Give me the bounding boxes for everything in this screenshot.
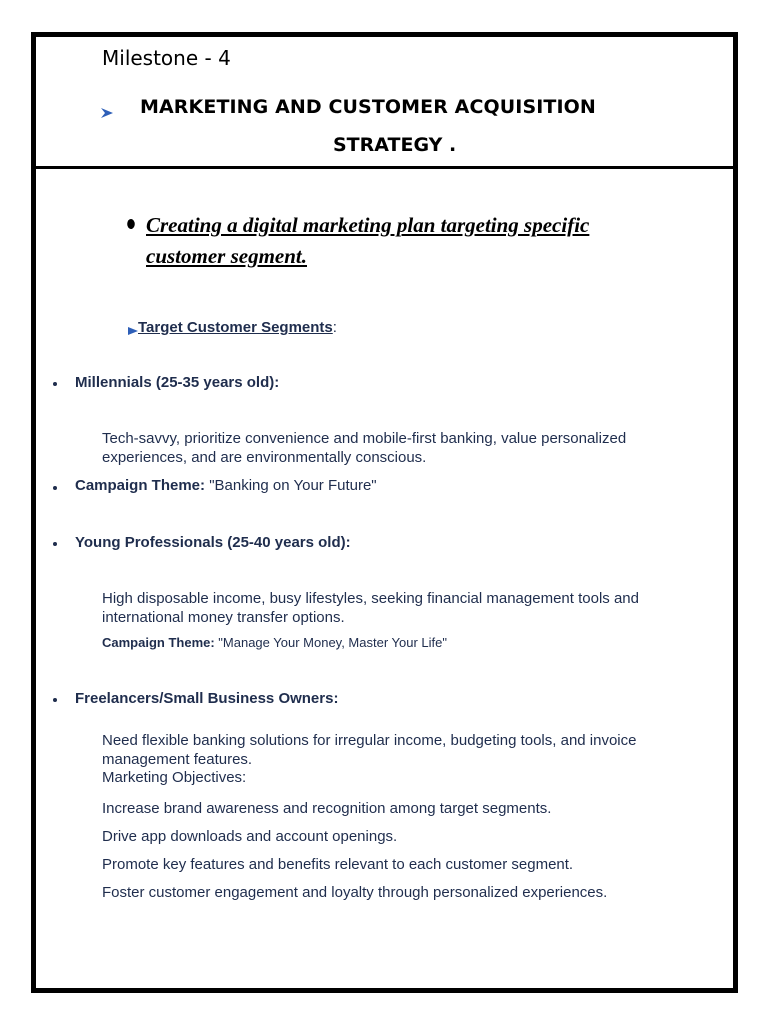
campaign-theme bbox=[102, 635, 447, 650]
objective-item: Drive app downloads and account openings. bbox=[102, 828, 398, 845]
campaign-theme-value: "Banking on Your Future" bbox=[205, 477, 377, 494]
milestone-label: Milestone - 4 bbox=[102, 46, 231, 70]
segment-description: High disposable income, busy lifestyles, seeking financial management tools and international money transfer options. bbox=[102, 590, 639, 626]
segment-title: Young Professionals (25-40 years old): bbox=[75, 534, 351, 551]
segments-label-text: Target Customer Segments bbox=[138, 319, 333, 336]
page-heading-line1: MARKETING AND CUSTOMER ACQUISITION bbox=[140, 96, 596, 118]
bullet-dot-icon bbox=[53, 698, 57, 702]
segment-description: Tech-savvy, prioritize convenience and mobile-first banking, value personalized experiences, and are environmentally conscious. bbox=[102, 430, 627, 466]
header-divider bbox=[31, 166, 738, 169]
arrow-bullet-icon bbox=[100, 106, 114, 120]
segment-title: Freelancers/Small Business Owners: bbox=[75, 690, 339, 707]
bullet-dot-icon bbox=[53, 382, 57, 386]
segments-section-label bbox=[138, 319, 337, 336]
bullet-dot-icon bbox=[53, 486, 57, 490]
segments-label-colon: : bbox=[332, 319, 337, 336]
segment-description: Need flexible banking solutions for irregular income, budgeting tools, and invoice management features. bbox=[102, 732, 637, 768]
campaign-theme-label: Campaign Theme: bbox=[75, 477, 206, 494]
page-border bbox=[31, 32, 738, 993]
campaign-theme bbox=[75, 477, 377, 494]
segment-title: Millennials (25-35 years old): bbox=[75, 374, 280, 391]
objective-item: Promote key features and benefits relevant to each customer segment. bbox=[102, 856, 574, 873]
objective-item: Increase brand awareness and recognition among target segments. bbox=[102, 800, 552, 817]
bullet-dot-icon bbox=[53, 542, 57, 546]
plan-title: Creating a digital marketing plan targeting specific customer segment. bbox=[146, 213, 590, 268]
page-heading-line2: STRATEGY . bbox=[333, 134, 457, 156]
objectives-heading: Marketing Objectives: bbox=[102, 769, 247, 786]
campaign-theme-label: Campaign Theme: bbox=[102, 635, 215, 650]
objective-item: Foster customer engagement and loyalty through personalized experiences. bbox=[102, 884, 608, 901]
campaign-theme-value: "Manage Your Money, Master Your Life" bbox=[214, 635, 447, 650]
arrow-bullet-icon bbox=[128, 326, 138, 336]
